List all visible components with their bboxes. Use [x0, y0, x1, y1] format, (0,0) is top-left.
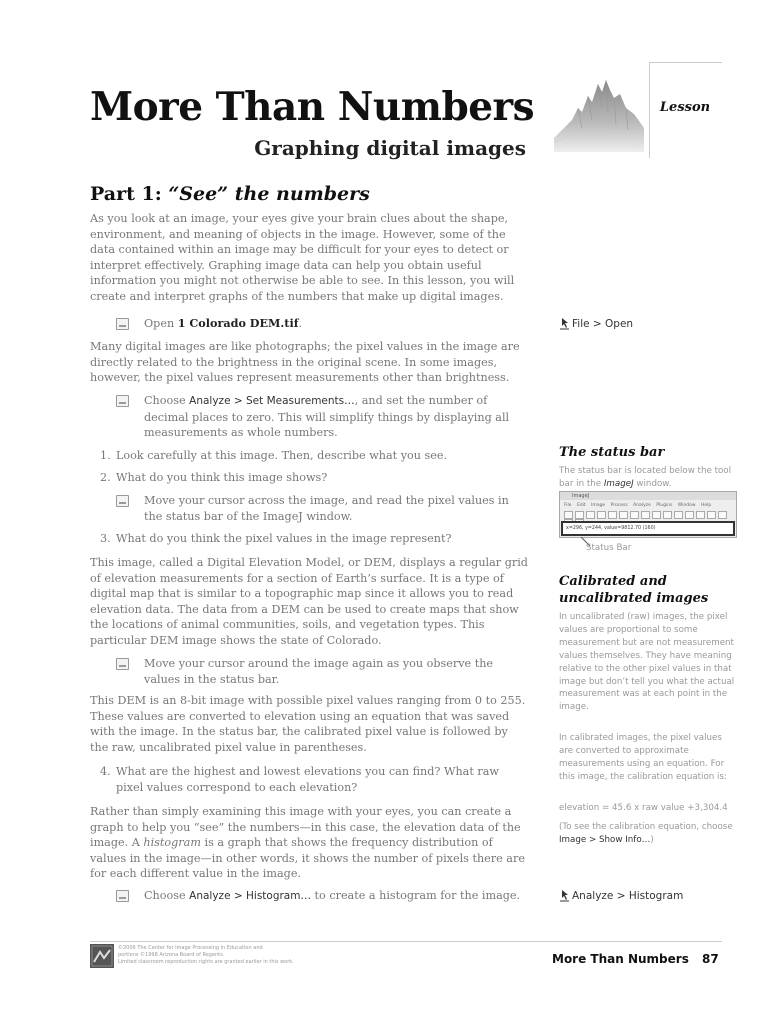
menu-path: Analyze > Histogram… [189, 890, 311, 902]
question-3: 3. What do you think the pixel values in the image represent? [100, 532, 452, 545]
status-bar-caption: Status Bar [586, 543, 632, 553]
imagej-title-bar: ImageJ [560, 492, 736, 500]
imagej-status-bar: x=296, y=244, value=9812.70 (160) [561, 521, 735, 536]
step-checkbox[interactable] [116, 495, 129, 507]
step-move-cursor-again: Move your cursor around the image again as you observe the values in the status bar. [116, 656, 528, 687]
mouse-click-icon [559, 317, 570, 330]
step-create-histogram: Choose Analyze > Histogram… to create a histogram for the image. [116, 888, 528, 905]
show-info-hint: (To see the calibration equation, choose Image > Show Info…) [559, 822, 733, 845]
page-subtitle: Graphing digital images [254, 136, 526, 160]
imagej-menu-bar[interactable]: File Edit Image Process Analyze Plugins Window Help [564, 503, 712, 508]
calibrated-heading: Calibrated and uncalibrated images [559, 574, 709, 606]
part-title: “See” the numbers [168, 183, 370, 205]
mouse-click-icon [559, 889, 570, 902]
copyright-text: ©2006 The Center for Image Processing in Education and portions ©1998 Arizona Board of Regents. Limited classroom reproduction rights are granted earlier in this work. [118, 945, 294, 965]
step-open-file: Open 1 Colorado DEM.tif. [116, 316, 528, 332]
eight-bit-paragraph: This DEM is an 8-bit image with possible pixel values ranging from 0 to 255. These values are converted to elevation using an equation that was saved with the image. In the status bar, the calibrated pixel value is followed by the raw, uncalibrated pixel value in parentheses. [90, 694, 526, 754]
calibration-equation: elevation = 45.6 x raw value +3,304.4 [559, 803, 728, 813]
footer-lesson-title: More Than Numbers [552, 952, 689, 966]
dem-paragraph: This image, called a Digital Elevation Model, or DEM, displays a regular grid of elevation measurements for a section of Earth’s surface. It is a type of digital map that is similar to a topographic map since it allows you to read elevation data. The data from a DEM can be used to create maps that show the locations of animal communities, soils, and vegetation types. This particular DEM image shows the state of Colorado. [90, 556, 528, 647]
step-set-measurements: Choose Analyze > Set Measurements…, and set the number of decimal places to zero. This will simplify things by displaying all measurements as whole numbers. [116, 393, 528, 441]
page-title: More Than Numbers [90, 84, 535, 130]
file-name: 1 Colorado DEM.tif [177, 316, 299, 330]
status-bar-heading: The status bar [559, 445, 665, 460]
pixel-values-paragraph: Many digital images are like photographs; the pixel values in the image are directly related to the brightness in the original scene. In some images, however, the pixel values represent measurements other than brightness. [90, 340, 520, 385]
question-4: 4. What are the highest and lowest elevations you can find? What raw pixel values correspond to each elevation? [100, 765, 499, 794]
menu-note-histogram: Analyze > Histogram [559, 889, 683, 902]
calibrated-text: In calibrated images, the pixel values are converted to approximate measurements using an equation. For this image, the calibration equation is: [559, 733, 727, 782]
imagej-window [559, 491, 737, 538]
footer-divider [90, 941, 722, 942]
page-number: 87 [702, 952, 719, 966]
question-1: 1. Look carefully at this image. Then, describe what you see. [100, 449, 448, 462]
question-2: 2. What do you think this image shows? [100, 471, 328, 484]
menu-path: Analyze > Set Measurements… [189, 395, 355, 407]
intro-paragraph: As you look at an image, your eyes give your brain clues about the shape, environment, and meaning of objects in the image. However, some of the data contained within an image may be difficult for your eyes to detect or interpret effectively. Graphing image data can help you obtain useful information you might not otherwise be able to see. In this lesson, you will create and interpret graphs of the numbers that make up digital images. [90, 212, 515, 303]
dem-terrain-thumbnail [552, 68, 646, 152]
part-label: Part 1: [90, 183, 162, 205]
step-checkbox[interactable] [116, 318, 129, 330]
histogram-term: histogram [143, 836, 201, 850]
lesson-label: Lesson [659, 100, 711, 115]
uncalibrated-text: In uncalibrated (raw) images, the pixel values are proportional to some measurement but are not measurement values themselves. They have meaning relative to the other pixel values in that image but don’t tell you what the actual measurement was at each point in the image. [559, 612, 735, 713]
step-move-cursor: Move your cursor across the image, and read the pixel values in the status bar of the ImageJ window. [116, 493, 528, 524]
step-checkbox[interactable] [116, 890, 129, 902]
part-heading [90, 183, 370, 205]
step-checkbox[interactable] [116, 658, 129, 670]
step-checkbox[interactable] [116, 395, 129, 407]
cipe-logo-icon [90, 944, 114, 968]
imagej-toolbar[interactable] [564, 511, 732, 518]
histogram-paragraph: Rather than simply examining this image with your eyes, you can create a graph to help you “see” the numbers—in this case, the elevation data of the image. A histogram is a graph that shows the frequency distribution of values in the image—in other words, it shows the number of pixels there are for each different value in the image. [90, 805, 525, 881]
menu-note-file-open: File > Open [559, 317, 633, 330]
status-bar-text: The status bar is located below the tool bar in the ImageJ window. [559, 466, 732, 489]
